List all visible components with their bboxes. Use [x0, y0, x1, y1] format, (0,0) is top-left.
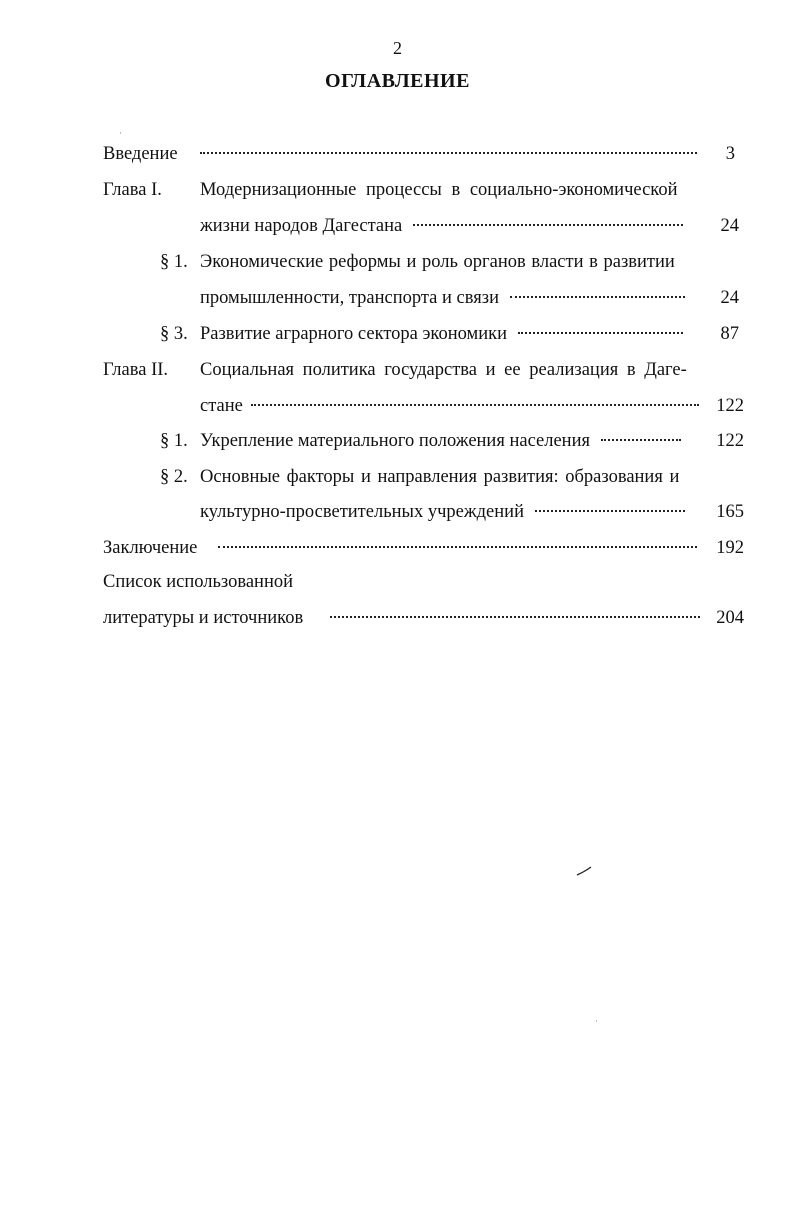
scan-speck [596, 1020, 597, 1022]
dot-leader [330, 616, 700, 618]
toc-entry-title-line1: Модернизационные процессы в социально-экономической [200, 180, 678, 200]
dot-leader [601, 439, 681, 441]
toc-page-number: 122 [716, 431, 744, 451]
toc-entry-title-line2: литературы и источников [103, 608, 304, 628]
toc-page-number: 204 [716, 608, 744, 628]
toc-entry-label: Введение [103, 144, 178, 164]
dot-leader [413, 224, 683, 226]
scan-speck [120, 132, 121, 134]
dot-leader [218, 546, 697, 548]
toc-entry-label: Глава I. [103, 180, 162, 200]
toc-page-number: 192 [716, 538, 744, 558]
dot-leader [535, 510, 685, 512]
toc-page-number: 122 [716, 396, 744, 416]
pen-mark-icon [576, 866, 592, 876]
dot-leader [510, 296, 685, 298]
toc-entry-title-line2: жизни народов Дагестана [200, 216, 403, 236]
toc-entry-title-line2: промышленности, транспорта и связи [200, 288, 499, 308]
toc-entry-label: § 3. [160, 324, 188, 344]
dot-leader [200, 152, 697, 154]
page-title: ОГЛАВЛЕНИЕ [325, 70, 470, 92]
toc-entry-label: Глава II. [103, 360, 169, 380]
toc-entry-label: § 2. [160, 467, 188, 487]
page-number: 2 [393, 38, 402, 58]
dot-leader [251, 404, 699, 406]
toc-entry-title-line2: стане [200, 396, 243, 416]
toc-page-number: 24 [720, 288, 739, 308]
toc-page-number: 87 [720, 324, 739, 344]
toc-page-number: 3 [725, 144, 735, 164]
toc-entry-title-line2: культурно-просветительных учреждений [200, 502, 524, 522]
toc-entry-label: § 1. [160, 431, 188, 451]
toc-entry-title-line1: Экономические реформы и роль органов власти в развитии [200, 252, 675, 272]
toc-entry-title-line1: Основные факторы и направления развития: образования и [200, 467, 680, 487]
toc-entry-label: Заключение [103, 538, 198, 558]
toc-entry-label: § 1. [160, 252, 188, 272]
toc-entry-title-line1: Список использованной [103, 572, 294, 592]
toc-entry-title-line1: Социальная политика государства и ее реализация в Даге- [200, 360, 687, 380]
dot-leader [518, 332, 683, 334]
toc-entry-title-line1: Развитие аграрного сектора экономики [200, 324, 508, 344]
toc-page-number: 165 [716, 502, 744, 522]
toc-page-number: 24 [720, 216, 739, 236]
toc-entry-title-line1: Укрепление материального положения населения [200, 431, 590, 451]
